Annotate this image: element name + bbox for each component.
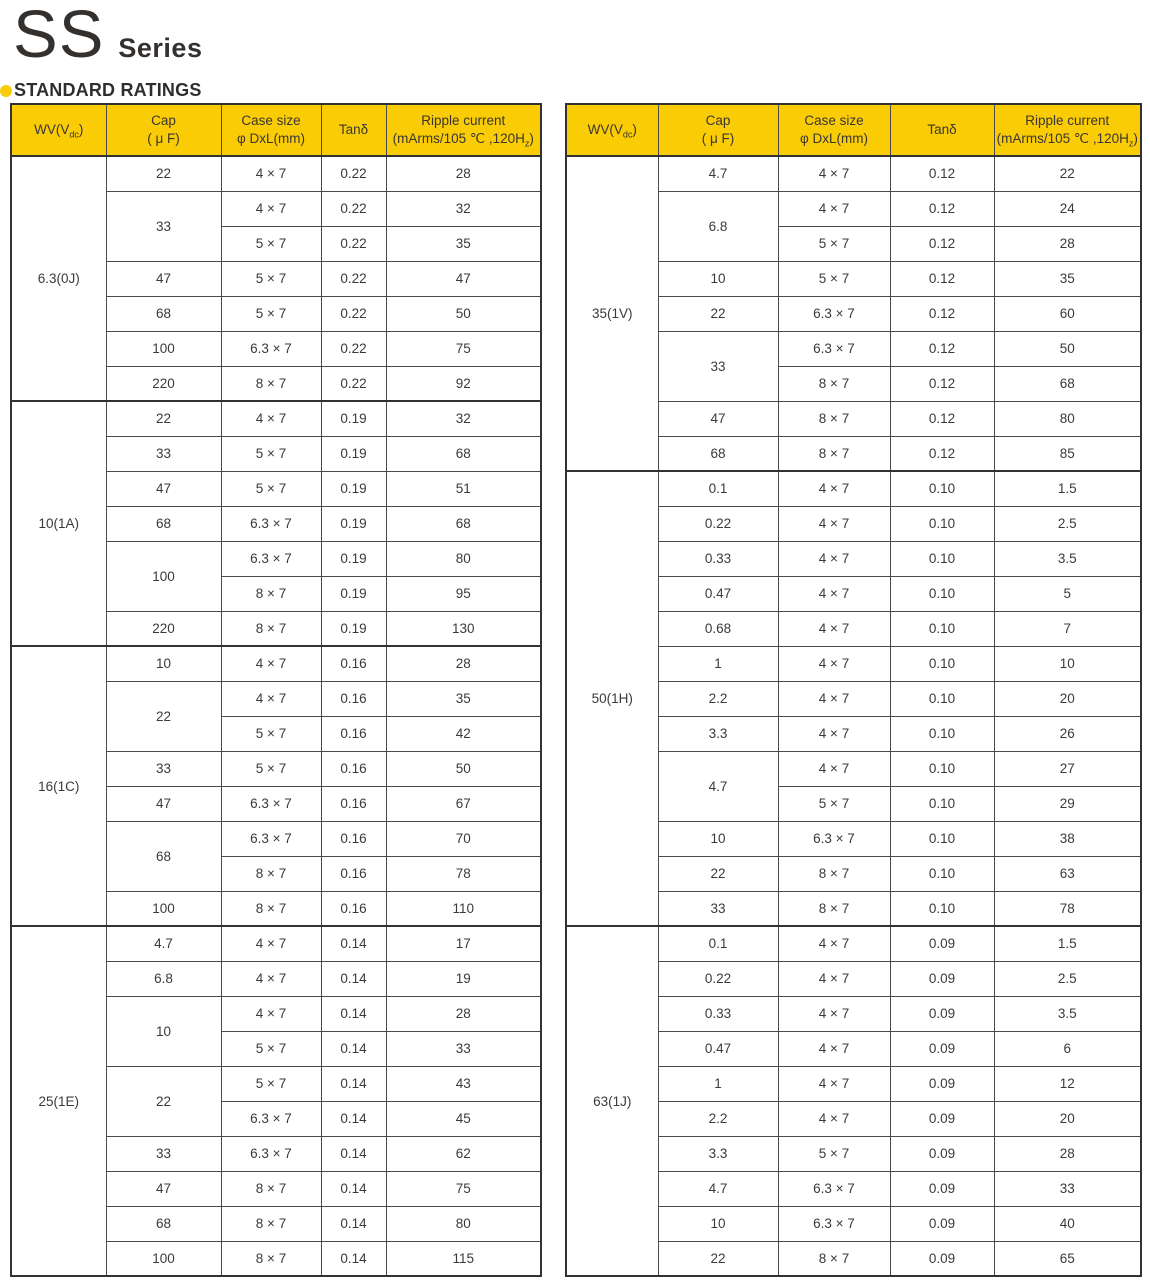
ripple-current-cell: 92 [386, 366, 541, 401]
cap-cell: 10 [658, 261, 778, 296]
page-title [13, 0, 202, 70]
tan-delta-cell: 0.14 [321, 1171, 386, 1206]
cap-cell: 33 [658, 891, 778, 926]
wv-cell: 16(1C) [11, 646, 106, 926]
case-size-cell: 6.3 × 7 [778, 821, 890, 856]
ripple-current-cell: 12 [994, 1066, 1141, 1101]
case-size-cell: 4 × 7 [778, 191, 890, 226]
tan-delta-cell: 0.14 [321, 1101, 386, 1136]
case-size-cell: 8 × 7 [778, 891, 890, 926]
tan-delta-cell: 0.09 [890, 1241, 994, 1276]
tan-delta-cell: 0.10 [890, 751, 994, 786]
cap-cell: 1 [658, 1066, 778, 1101]
ripple-current-cell: 85 [994, 436, 1141, 471]
cap-cell: 33 [106, 751, 221, 786]
cap-cell: 47 [106, 471, 221, 506]
tan-delta-cell: 0.09 [890, 1031, 994, 1066]
ripple-current-cell: 2.5 [994, 506, 1141, 541]
cap-cell: 220 [106, 611, 221, 646]
case-size-cell: 6.3 × 7 [778, 331, 890, 366]
cap-cell: 22 [106, 1066, 221, 1136]
case-size-cell: 4 × 7 [778, 541, 890, 576]
column-header-wv: $WV(V_{dc})$ [11, 104, 106, 156]
ripple-current-cell: 5 [994, 576, 1141, 611]
cap-cell: 47 [106, 1171, 221, 1206]
tan-delta-cell: 0.09 [890, 1136, 994, 1171]
cap-cell: 0.1 [658, 926, 778, 961]
ripple-current-cell: 40 [994, 1206, 1141, 1241]
ripple-current-cell: 68 [386, 436, 541, 471]
case-size-cell: 5 × 7 [221, 436, 321, 471]
tan-delta-cell: 0.10 [890, 576, 994, 611]
ripple-current-cell: 68 [386, 506, 541, 541]
ripple-current-cell: 45 [386, 1101, 541, 1136]
cap-cell: 100 [106, 891, 221, 926]
case-size-cell: 4 × 7 [778, 681, 890, 716]
section-header [0, 80, 202, 101]
cap-cell: 68 [106, 1206, 221, 1241]
cap-cell: 68 [106, 506, 221, 541]
cap-cell: 68 [658, 436, 778, 471]
cap-cell: 47 [106, 261, 221, 296]
cap-cell: 10 [658, 821, 778, 856]
case-size-cell: 8 × 7 [778, 366, 890, 401]
tan-delta-cell: 0.10 [890, 541, 994, 576]
case-size-cell: 5 × 7 [221, 226, 321, 261]
cap-cell: 0.68 [658, 611, 778, 646]
cap-cell: 10 [658, 1206, 778, 1241]
cap-cell: 4.7 [658, 1171, 778, 1206]
cap-cell: 6.8 [106, 961, 221, 996]
cap-cell: 0.47 [658, 1031, 778, 1066]
tan-delta-cell: 0.19 [321, 401, 386, 436]
tan-delta-cell: 0.09 [890, 961, 994, 996]
ripple-current-cell: 50 [386, 296, 541, 331]
ripple-current-cell: 51 [386, 471, 541, 506]
case-size-cell: 6.3 × 7 [778, 296, 890, 331]
ripple-current-cell: 80 [994, 401, 1141, 436]
tan-delta-cell: 0.10 [890, 611, 994, 646]
case-size-cell: 4 × 7 [778, 506, 890, 541]
tan-delta-cell: 0.16 [321, 821, 386, 856]
tan-delta-cell: 0.22 [321, 191, 386, 226]
ripple-current-cell: 60 [994, 296, 1141, 331]
ripple-current-cell: 3.5 [994, 996, 1141, 1031]
tan-delta-cell: 0.10 [890, 856, 994, 891]
tan-delta-cell: 0.09 [890, 996, 994, 1031]
tan-delta-cell: 0.09 [890, 1101, 994, 1136]
case-size-cell: 4 × 7 [221, 191, 321, 226]
ripple-current-cell: 19 [386, 961, 541, 996]
tan-delta-cell: 0.10 [890, 681, 994, 716]
case-size-cell: 4 × 7 [221, 681, 321, 716]
cap-cell: 33 [106, 1136, 221, 1171]
column-header-case: Case size φ DxL(mm) [778, 104, 890, 156]
tan-delta-cell: 0.12 [890, 261, 994, 296]
case-size-cell: 4 × 7 [778, 716, 890, 751]
tan-delta-cell: 0.10 [890, 716, 994, 751]
cap-cell: 0.1 [658, 471, 778, 506]
tan-delta-cell: 0.16 [321, 646, 386, 681]
case-size-cell: 8 × 7 [778, 436, 890, 471]
ripple-current-cell: 43 [386, 1066, 541, 1101]
cap-cell: 220 [106, 366, 221, 401]
tan-delta-cell: 0.19 [321, 576, 386, 611]
tan-delta-cell: 0.12 [890, 331, 994, 366]
case-size-cell: 4 × 7 [221, 961, 321, 996]
case-size-cell: 4 × 7 [221, 646, 321, 681]
tan-delta-cell: 0.19 [321, 471, 386, 506]
cap-cell: 3.3 [658, 1136, 778, 1171]
table-row [11, 926, 541, 961]
tan-delta-cell: 0.16 [321, 681, 386, 716]
column-header-tan: Tanδ [321, 104, 386, 156]
ripple-current-cell: 28 [386, 156, 541, 191]
ripple-current-cell: 1.5 [994, 471, 1141, 506]
cap-cell: 22 [106, 401, 221, 436]
table-row [11, 156, 541, 191]
case-size-cell: 4 × 7 [221, 401, 321, 436]
ripple-current-cell: 32 [386, 191, 541, 226]
column-header-ripple: Ripple current (mArms/105 ℃ $,120H_z$) [994, 104, 1141, 156]
cap-cell: 4.7 [658, 156, 778, 191]
cap-cell: 22 [658, 856, 778, 891]
ripple-current-cell: 70 [386, 821, 541, 856]
cap-cell: 33 [658, 331, 778, 401]
case-size-cell: 5 × 7 [778, 261, 890, 296]
tan-delta-cell: 0.09 [890, 926, 994, 961]
table-row [566, 926, 1141, 961]
case-size-cell: 8 × 7 [778, 401, 890, 436]
ripple-current-cell: 24 [994, 191, 1141, 226]
ripple-current-cell: 78 [994, 891, 1141, 926]
case-size-cell: 4 × 7 [778, 751, 890, 786]
ripple-current-cell: 28 [994, 226, 1141, 261]
column-header-cap: Cap ( μ F) [658, 104, 778, 156]
tan-delta-cell: 0.10 [890, 506, 994, 541]
ripple-current-cell: 35 [386, 681, 541, 716]
case-size-cell: 6.3 × 7 [778, 1171, 890, 1206]
tan-delta-cell: 0.19 [321, 506, 386, 541]
tan-delta-cell: 0.16 [321, 716, 386, 751]
case-size-cell: 4 × 7 [778, 1101, 890, 1136]
cap-cell: 22 [106, 681, 221, 751]
case-size-cell: 6.3 × 7 [221, 1101, 321, 1136]
ripple-current-cell: 110 [386, 891, 541, 926]
cap-cell: 33 [106, 436, 221, 471]
case-size-cell: 6.3 × 7 [221, 1136, 321, 1171]
ripple-current-cell: 130 [386, 611, 541, 646]
cap-cell: 4.7 [106, 926, 221, 961]
wv-cell: 6.3(0J) [11, 156, 106, 401]
tan-delta-cell: 0.14 [321, 1031, 386, 1066]
case-size-cell: 8 × 7 [221, 1206, 321, 1241]
cap-cell: 6.8 [658, 191, 778, 261]
wv-cell: 10(1A) [11, 401, 106, 646]
wv-cell: 63(1J) [566, 926, 658, 1276]
tan-delta-cell: 0.16 [321, 856, 386, 891]
tan-delta-cell: 0.12 [890, 191, 994, 226]
case-size-cell: 5 × 7 [221, 1031, 321, 1066]
case-size-cell: 5 × 7 [221, 261, 321, 296]
ripple-current-cell: 29 [994, 786, 1141, 821]
tan-delta-cell: 0.19 [321, 541, 386, 576]
ripple-current-cell: 67 [386, 786, 541, 821]
case-size-cell: 5 × 7 [778, 226, 890, 261]
cap-cell: 47 [658, 401, 778, 436]
standard-ratings-table-right [565, 103, 1142, 1277]
ripple-current-cell: 63 [994, 856, 1141, 891]
tan-delta-cell: 0.10 [890, 786, 994, 821]
ripple-current-cell: 26 [994, 716, 1141, 751]
case-size-cell: 4 × 7 [778, 471, 890, 506]
case-size-cell: 8 × 7 [778, 856, 890, 891]
section-title: STANDARD RATINGS [14, 80, 202, 100]
tan-delta-cell: 0.12 [890, 436, 994, 471]
case-size-cell: 5 × 7 [221, 751, 321, 786]
ripple-current-cell: 10 [994, 646, 1141, 681]
case-size-cell: 8 × 7 [221, 891, 321, 926]
tan-delta-cell: 0.14 [321, 961, 386, 996]
cap-cell: 100 [106, 331, 221, 366]
cap-cell: 100 [106, 541, 221, 611]
ripple-current-cell: 95 [386, 576, 541, 611]
cap-cell: 0.22 [658, 961, 778, 996]
ripple-current-cell: 38 [994, 821, 1141, 856]
tan-delta-cell: 0.14 [321, 996, 386, 1031]
ripple-current-cell: 28 [386, 996, 541, 1031]
tan-delta-cell: 0.22 [321, 366, 386, 401]
case-size-cell: 5 × 7 [221, 716, 321, 751]
tan-delta-cell: 0.14 [321, 1241, 386, 1276]
case-size-cell: 8 × 7 [778, 1241, 890, 1276]
cap-cell: 68 [106, 821, 221, 891]
tan-delta-cell: 0.12 [890, 366, 994, 401]
bullet-icon [0, 85, 12, 97]
table-row [11, 646, 541, 681]
ripple-current-cell: 20 [994, 1101, 1141, 1136]
case-size-cell: 6.3 × 7 [221, 821, 321, 856]
cap-cell: 22 [658, 1241, 778, 1276]
series-suffix: Series [118, 33, 203, 63]
case-size-cell: 4 × 7 [778, 926, 890, 961]
tan-delta-cell: 0.22 [321, 296, 386, 331]
cap-cell: 100 [106, 1241, 221, 1276]
ripple-current-cell: 75 [386, 1171, 541, 1206]
ripple-current-cell: 80 [386, 541, 541, 576]
ripple-current-cell: 32 [386, 401, 541, 436]
tan-delta-cell: 0.22 [321, 331, 386, 366]
case-size-cell: 4 × 7 [778, 576, 890, 611]
tan-delta-cell: 0.14 [321, 926, 386, 961]
tan-delta-cell: 0.12 [890, 226, 994, 261]
case-size-cell: 4 × 7 [221, 996, 321, 1031]
ripple-current-cell: 35 [386, 226, 541, 261]
case-size-cell: 4 × 7 [778, 996, 890, 1031]
ripple-current-cell: 17 [386, 926, 541, 961]
tan-delta-cell: 0.16 [321, 891, 386, 926]
tan-delta-cell: 0.19 [321, 611, 386, 646]
tan-delta-cell: 0.14 [321, 1206, 386, 1241]
ripple-current-cell: 47 [386, 261, 541, 296]
cap-cell: 3.3 [658, 716, 778, 751]
tan-delta-cell: 0.10 [890, 646, 994, 681]
ripple-current-cell: 78 [386, 856, 541, 891]
case-size-cell: 4 × 7 [221, 156, 321, 191]
cap-cell: 0.33 [658, 996, 778, 1031]
tan-delta-cell: 0.14 [321, 1136, 386, 1171]
case-size-cell: 4 × 7 [778, 156, 890, 191]
case-size-cell: 8 × 7 [221, 856, 321, 891]
ripple-current-cell: 50 [386, 751, 541, 786]
wv-cell: 25(1E) [11, 926, 106, 1276]
ripple-current-cell: 75 [386, 331, 541, 366]
ripple-current-cell: 35 [994, 261, 1141, 296]
case-size-cell: 4 × 7 [778, 1031, 890, 1066]
ripple-current-cell: 115 [386, 1241, 541, 1276]
ripple-current-cell: 62 [386, 1136, 541, 1171]
wv-cell: 35(1V) [566, 156, 658, 471]
ripple-current-cell: 7 [994, 611, 1141, 646]
tan-delta-cell: 0.12 [890, 401, 994, 436]
case-size-cell: 8 × 7 [221, 366, 321, 401]
standard-ratings-table-left [10, 103, 542, 1277]
case-size-cell: 5 × 7 [221, 296, 321, 331]
cap-cell: 4.7 [658, 751, 778, 821]
tan-delta-cell: 0.22 [321, 226, 386, 261]
case-size-cell: 6.3 × 7 [221, 506, 321, 541]
ripple-current-cell: 27 [994, 751, 1141, 786]
ripple-current-cell: 50 [994, 331, 1141, 366]
ripple-current-cell: 22 [994, 156, 1141, 191]
cap-cell: 0.33 [658, 541, 778, 576]
cap-cell: 68 [106, 296, 221, 331]
cap-cell: 0.47 [658, 576, 778, 611]
tan-delta-cell: 0.10 [890, 891, 994, 926]
cap-cell: 47 [106, 786, 221, 821]
case-size-cell: 4 × 7 [221, 926, 321, 961]
cap-cell: 2.2 [658, 681, 778, 716]
column-header-tan: Tanδ [890, 104, 994, 156]
case-size-cell: 4 × 7 [778, 646, 890, 681]
case-size-cell: 4 × 7 [778, 961, 890, 996]
tan-delta-cell: 0.10 [890, 821, 994, 856]
cap-cell: 10 [106, 646, 221, 681]
tan-delta-cell: 0.09 [890, 1206, 994, 1241]
cap-cell: 0.22 [658, 506, 778, 541]
column-header-case: Case size φ DxL(mm) [221, 104, 321, 156]
tan-delta-cell: 0.22 [321, 156, 386, 191]
cap-cell: 1 [658, 646, 778, 681]
tan-delta-cell: 0.19 [321, 436, 386, 471]
ripple-current-cell: 20 [994, 681, 1141, 716]
case-size-cell: 4 × 7 [778, 611, 890, 646]
tan-delta-cell: 0.14 [321, 1066, 386, 1101]
column-header-wv: $WV(V_{dc})$ [566, 104, 658, 156]
case-size-cell: 6.3 × 7 [221, 786, 321, 821]
case-size-cell: 8 × 7 [221, 576, 321, 611]
tan-delta-cell: 0.09 [890, 1171, 994, 1206]
case-size-cell: 8 × 7 [221, 611, 321, 646]
ripple-current-cell: 28 [386, 646, 541, 681]
table-row [566, 156, 1141, 191]
ripple-current-cell: 80 [386, 1206, 541, 1241]
cap-cell: 2.2 [658, 1101, 778, 1136]
cap-cell: 22 [106, 156, 221, 191]
case-size-cell: 5 × 7 [221, 471, 321, 506]
ripple-current-cell: 2.5 [994, 961, 1141, 996]
cap-cell: 33 [106, 191, 221, 261]
case-size-cell: 5 × 7 [221, 1066, 321, 1101]
case-size-cell: 6.3 × 7 [221, 541, 321, 576]
tan-delta-cell: 0.16 [321, 786, 386, 821]
case-size-cell: 8 × 7 [221, 1241, 321, 1276]
tan-delta-cell: 0.12 [890, 156, 994, 191]
wv-cell: 50(1H) [566, 471, 658, 926]
case-size-cell: 5 × 7 [778, 786, 890, 821]
tan-delta-cell: 0.22 [321, 261, 386, 296]
ripple-current-cell: 28 [994, 1136, 1141, 1171]
cap-cell: 10 [106, 996, 221, 1066]
ripple-current-cell: 6 [994, 1031, 1141, 1066]
cap-cell: 22 [658, 296, 778, 331]
ripple-current-cell: 33 [994, 1171, 1141, 1206]
ripple-current-cell: 68 [994, 366, 1141, 401]
ripple-current-cell: 33 [386, 1031, 541, 1066]
case-size-cell: 8 × 7 [221, 1171, 321, 1206]
tan-delta-cell: 0.10 [890, 471, 994, 506]
case-size-cell: 6.3 × 7 [778, 1206, 890, 1241]
tan-delta-cell: 0.09 [890, 1066, 994, 1101]
ripple-current-cell: 42 [386, 716, 541, 751]
column-header-cap: Cap ( μ F) [106, 104, 221, 156]
tan-delta-cell: 0.16 [321, 751, 386, 786]
tan-delta-cell: 0.12 [890, 296, 994, 331]
series-name: SS [13, 0, 105, 72]
table-row [566, 471, 1141, 506]
ripple-current-cell: 65 [994, 1241, 1141, 1276]
case-size-cell: 5 × 7 [778, 1136, 890, 1171]
ripple-current-cell: 1.5 [994, 926, 1141, 961]
column-header-ripple: Ripple current (mArms/105 ℃ $,120H_z$) [386, 104, 541, 156]
case-size-cell: 4 × 7 [778, 1066, 890, 1101]
table-row [11, 401, 541, 436]
ripple-current-cell: 3.5 [994, 541, 1141, 576]
case-size-cell: 6.3 × 7 [221, 331, 321, 366]
